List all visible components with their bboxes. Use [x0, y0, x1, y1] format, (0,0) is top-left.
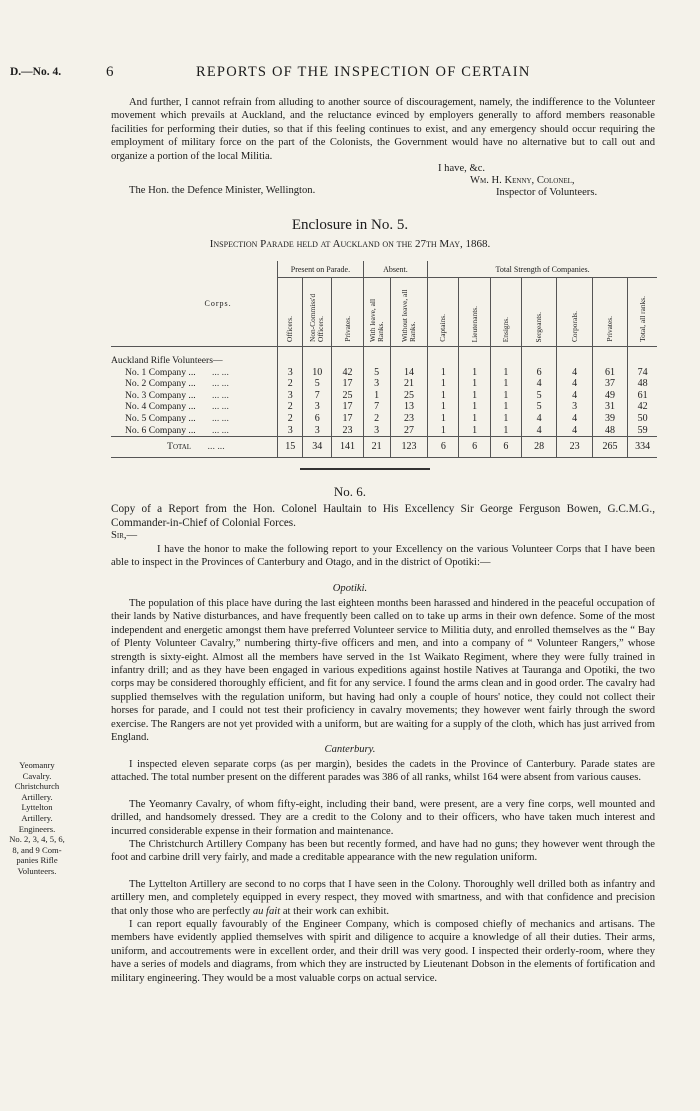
table-cell: 74 [628, 367, 657, 379]
au-fait-phrase: au fait [252, 905, 281, 917]
table-cell: 4 [557, 367, 592, 379]
column-header: Corporals. [569, 311, 579, 342]
table-cell: 1 [459, 401, 490, 413]
table-cell: 2 [278, 413, 303, 425]
table-cell: 1 [428, 367, 459, 379]
table-cell: 23 [332, 425, 363, 437]
table-cell: 14 [390, 367, 428, 379]
copy-line: Copy of a Report from the Hon. Colonel Haultain to His Excellency Sir George Ferguson Bowen, G.C.M.G., Commander-in-Chief of Colonial Forces. [111, 503, 655, 529]
table-cell: 61 [592, 367, 627, 379]
canterbury-paragraph-2: The Yeomanry Cavalry, of whom fifty-eight, including their band, were present, are a very fine corps, well mounted and drilled, and handsomely dressed. They are a credit to the Colony and to their officers, who have taken much interest and incurred considerable expense in their formation and maintenance. [111, 799, 655, 837]
table-row [111, 413, 657, 425]
table-cell: 48 [592, 425, 627, 437]
table-cell: 17 [332, 378, 363, 390]
total-cell: 123 [390, 437, 428, 458]
enclosure-subtitle: Inspection Parade held at Auckland on the 27th May, 1868. [209, 238, 491, 250]
margin-note-line: 8, and 9 Com- [12, 844, 62, 855]
column-header: Privates. [605, 316, 614, 342]
table-cell: 3 [278, 367, 303, 379]
table-cell: 3 [363, 378, 390, 390]
intro-paragraph: I have the honor to make the following report to your Excellency on the various Volunteer Corps that I have been able to inspect in the Provinces of Canterbury and Otago, and in the district of Opotiki:— [111, 544, 655, 569]
table-cell: 2 [278, 378, 303, 390]
table-cell: 49 [592, 390, 627, 402]
column-header: Lieutenants. [469, 305, 479, 342]
table-cell: 1 [490, 367, 521, 379]
table-cell: 7 [363, 401, 390, 413]
table-cell: 1 [459, 413, 490, 425]
table-cell: 6 [303, 413, 332, 425]
table-cell: 4 [557, 425, 592, 437]
column-header: With leave, all Ranks. [367, 298, 385, 342]
table-cell: 17 [332, 413, 363, 425]
total-cell: 6 [428, 437, 459, 458]
doc-reference: D.—No. 4. [10, 66, 62, 78]
table-cell: 2 [278, 401, 303, 413]
table-cell: 27 [390, 425, 428, 437]
table-cell: 1 [490, 378, 521, 390]
canterbury-paragraph-5: I can report equally favourably of the Engineer Company, which is composed chiefly of mechanics and artisans. The members have evidently applied themselves with spirit and diligence to acquire a knowledge of all their duties. Their arms, uniform, and accoutrements were in excellent order, and their drill was very good. I inspected their orderly-room, where they have a series of models and diagrams, from which they are instructed by Lieutenant Dobson in the elements of fortification and military engineering. They would be a most valuable corps on actual service. [111, 919, 655, 984]
canterbury-paragraph-4: The Lyttelton Artillery are second to no corps that I have seen in the Colony. Thoroughly well drilled both as infantry and artillery men, and completely equipped in every respect, they moved with smartness, and with that confidence and precision that only those who are perfectly au fait at their work can exhibit. [111, 879, 655, 917]
page-number: 6 [106, 64, 114, 80]
canterbury-paragraph-3: The Christchurch Artillery Company has been but recently formed, and have had no guns; they however went through the foot and carbine drill very fairly, and made a creditable appearance with the new regulation uniform. [111, 839, 655, 864]
opotiki-paragraph: The population of this place have during the last eighteen months been harassed and hindered in the peaceful occupation of their lands by Native disturbances, and have frequently been called on to take up arms in their own defence. Some of the most independent and energetic amongst them have preferred Volunteer service to Militia duty, and enrolled themselves as the “ Bay of Plenty Volunteer Cavalry,” numbering thirty-five officers and men, and into a company of “ Volunteer Rangers,” whose strength is sixty-eight. Almost all the members have served in the 1st Waikato Regiment, where they were fully trained in infantry drill; and as they have been engaged in various expeditions against hostile Natives at Tauranga and Opotiki, the two corps may be considered thoroughly efficient, and fit for any service. I found the arms clean and in good order. The cavalry had supplied themselves with the regulation uniform, but having had only a couple of hours' notice, they could not collect their horses for parade, and I could not test their proficiency in cavalry movements; they however went fairly through the sword exercise. The Rangers are not yet provided with a uniform, but are waiting for a supply of the cloth, which has just arrived from England. [111, 598, 655, 744]
column-header: Privates. [342, 316, 352, 342]
table-cell: 59 [628, 425, 657, 437]
column-header: Without leave, all Ranks. [399, 289, 417, 342]
total-cell: 21 [363, 437, 390, 458]
addressee: The Hon. the Defence Minister, Wellington. [129, 185, 316, 196]
total-cell: 334 [628, 437, 657, 458]
letter-final-paragraph: And further, I cannot refrain from alluding to another source of discouragement, namely, the indifference to the Volunteer movement which prevails at Auckland, and the reluctance evinced by employers generally to afford members reasonable facilities for performing their duties, so that if this feeling continues to exist, and any emergency should occur requiring the employment of military force on the part of the Colonists, the Government would have no alternative but to call out and organize a portion of the local Militia. [111, 97, 655, 162]
table-cell: 25 [390, 390, 428, 402]
table-cell: 1 [428, 378, 459, 390]
table-cell: 61 [628, 390, 657, 402]
margin-note-line: Cavalry. [22, 770, 52, 781]
company-name: No. 5 Company ... ... ... [125, 412, 229, 424]
table-cell: 4 [521, 413, 556, 425]
table-cell: 4 [557, 378, 592, 390]
total-cell: 6 [490, 437, 521, 458]
company-name: No. 4 Company ... ... ... [125, 401, 229, 413]
present-on-parade-header: Present on Parade. [278, 261, 363, 278]
table-cell: 4 [557, 413, 592, 425]
margin-note-line: Engineers. [18, 823, 56, 834]
table-cell: 50 [628, 413, 657, 425]
column-header: Captains. [438, 314, 448, 342]
total-cell: 15 [278, 437, 303, 458]
table-cell: 1 [459, 390, 490, 402]
table-row [111, 390, 657, 402]
total-cell: 6 [459, 437, 490, 458]
table-cell: 39 [592, 413, 627, 425]
enclosure-title: Enclosure in No. 5. [291, 217, 409, 233]
table-cell: 3 [303, 401, 332, 413]
total-cell: 265 [592, 437, 627, 458]
table-cell: 1 [363, 390, 390, 402]
company-name: No. 3 Company ... ... ... [125, 389, 229, 401]
letter-closing: I have, &c. [438, 163, 486, 174]
opotiki-heading: Opotiki. [332, 583, 368, 594]
table-cell: 17 [332, 401, 363, 413]
table-cell: 5 [521, 401, 556, 413]
table-cell: 1 [459, 378, 490, 390]
table-cell: 1 [490, 401, 521, 413]
table-cell: 1 [490, 425, 521, 437]
salutation: Sir,— [111, 530, 138, 541]
table-cell: 3 [278, 425, 303, 437]
margin-note-line: Volunteers. [17, 865, 57, 876]
total-cell: 23 [557, 437, 592, 458]
corps-header: Corps. [111, 261, 278, 347]
table-cell: 1 [428, 390, 459, 402]
table-row [111, 367, 657, 379]
margin-note-line: Christchurch [14, 781, 60, 792]
table-cell: 4 [521, 425, 556, 437]
canterbury-paragraph-1: I inspected eleven separate corps (as per margin), besides the cadets in the Province of Canterbury. Parade states are attached. The total number present on the different parades was 386 of all ranks, whilst 164 were absent from various causes. [111, 759, 655, 784]
table-cell: 1 [459, 425, 490, 437]
table-cell: 37 [592, 378, 627, 390]
table-cell: 42 [628, 401, 657, 413]
margin-note [4, 760, 70, 877]
table-cell: 1 [490, 413, 521, 425]
column-header: Total, all ranks. [637, 296, 647, 342]
table-cell: 1 [459, 367, 490, 379]
table-cell: 7 [303, 390, 332, 402]
column-header: Ensigns. [500, 316, 510, 342]
absent-header: Absent. [363, 261, 428, 278]
table-cell: 3 [363, 425, 390, 437]
signature-title: Inspector of Volunteers. [496, 187, 598, 198]
table-cell: 1 [428, 401, 459, 413]
corps-group-label: Auckland Rifle Volunteers— [111, 355, 223, 366]
table-row [111, 378, 657, 390]
table-cell: 1 [428, 425, 459, 437]
margin-note-line: panies Rifle [16, 855, 58, 866]
table-row [111, 425, 657, 437]
total-cell: 141 [332, 437, 363, 458]
table-cell: 5 [521, 390, 556, 402]
total-cell: 28 [521, 437, 556, 458]
table-cell: 6 [521, 367, 556, 379]
table-cell: 31 [592, 401, 627, 413]
section-title: No. 6. [333, 484, 367, 499]
table-cell: 1 [428, 413, 459, 425]
margin-note-line: Artillery. [21, 791, 53, 802]
margin-note-line: Yeomanry [19, 760, 55, 770]
signature-name: Wm. H. Kenny, Colonel, [470, 175, 575, 186]
table-cell: 4 [557, 390, 592, 402]
table-cell: 3 [278, 390, 303, 402]
table-cell: 5 [363, 367, 390, 379]
table-cell: 1 [490, 390, 521, 402]
company-name: No. 1 Company ... ... ... [125, 366, 229, 378]
margin-note-line: Artillery. [21, 812, 53, 823]
table-cell: 48 [628, 378, 657, 390]
company-name: No. 2 Company ... ... ... [125, 378, 229, 390]
table-row [111, 401, 657, 413]
column-header: Non-Commiss'd Officers. [308, 293, 326, 342]
company-name: No. 6 Company ... ... ... [125, 424, 229, 436]
margin-note-line: Lyttelton [21, 802, 53, 813]
table-cell: 13 [390, 401, 428, 413]
section-divider [300, 468, 430, 470]
table-cell: 5 [303, 378, 332, 390]
total-row-label: Total ... ... [111, 437, 278, 458]
table-cell: 23 [390, 413, 428, 425]
table-cell: 10 [303, 367, 332, 379]
table-cell: 3 [303, 425, 332, 437]
column-header: Officers. [285, 316, 295, 342]
table-cell: 25 [332, 390, 363, 402]
canterbury-heading: Canterbury. [324, 744, 376, 755]
table-cell: 4 [521, 378, 556, 390]
table-cell: 2 [363, 413, 390, 425]
table-cell: 42 [332, 367, 363, 379]
table-cell: 21 [390, 378, 428, 390]
inspection-parade-table [111, 261, 657, 458]
column-header: Sergeants. [534, 311, 544, 342]
total-cell: 34 [303, 437, 332, 458]
running-title: REPORTS OF THE INSPECTION OF CERTAIN [196, 64, 531, 80]
margin-note-line: No. 2, 3, 4, 5, 6, [9, 834, 65, 845]
table-cell: 3 [557, 401, 592, 413]
total-strength-header: Total Strength of Companies. [428, 261, 657, 278]
